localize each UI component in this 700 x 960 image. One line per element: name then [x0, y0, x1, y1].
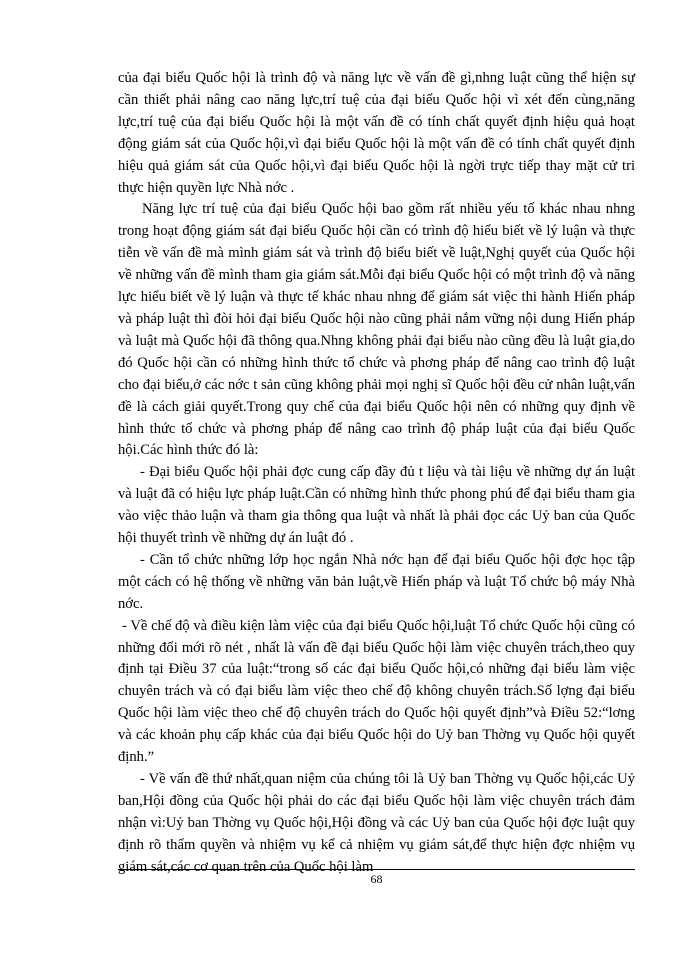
paragraph-continuation: của đại biểu Quốc hội là trình độ và năng lực về vấn đề gì,nhng luật cũng thể hiện sự cần thiết phải nâng cao năng lực,trí tuệ của đại biểu Quốc hội vì xét đến cùng,năng lực,trí tuệ của đại biểu Quốc hội là một vấn đề có tính chất quyết định hiệu quả hoạt động giám sát của Quốc hội,vì đại biểu Quốc hội là một vấn đề có tính chất quyết định hiệu quả giám sát của Quốc hội,vì đại biểu Quốc hội là ngời trực tiếp thay mặt cử tri thực hiện quyền lực Nhà nớc . [118, 70, 635, 196]
paragraph-item-first-issue: - Về vấn đề thứ nhất,quan niệm của chúng tôi là Uỷ ban Thờng vụ Quốc hội,các Uỷ ban,Hội đồng của Quốc hội phải do các đại biểu Quốc hội làm việc chuyên trách đảm nhận vì:Uỷ ban Thờng vụ Quốc hội,Hội đồng và các Uỷ ban của Quốc hội đợc luật quy định rõ thẩm quyền và nhiệm vụ kể cả nhiệm vụ giám sát,để thực hiện đợc nhiệm vụ giám sát,các cơ quan trên của Quốc hội làm [118, 771, 635, 875]
paragraph-item-materials: - Đại biểu Quốc hội phải đợc cung cấp đầy đủ t liệu và tài liệu về những dự án luật và luật đã có hiệu lực pháp luật.Cần có những hình thức phong phú để đại biểu tham gia vào việc thảo luận và tham gia thông qua luật và nhất là phải đọc các Uỷ ban của Quốc hội thuyết trình về những dự án luật đó . [118, 464, 635, 547]
body-text [118, 68, 635, 879]
paragraph-item-working-conditions: - Về chế độ và điều kiện làm việc của đại biểu Quốc hội,luật Tổ chức Quốc hội cũng có những đổi mới rõ nét , nhất là vấn đề đại biểu Quốc hội làm việc chuyên trách,theo quy định tại Điều 37 của luật:“trong số các đại biểu Quốc hội,có những đại biểu làm việc chuyên trách và có đại biểu làm việc theo chế độ không chuyên trách.Số lợng đại biểu Quốc hội làm việc theo chế độ chuyên trách do Quốc hội quyết định”và Điều 52:“lơng và các khoản phụ cấp khác của đại biểu Quốc hội do Uỷ ban Thờng vụ Quốc hội quyết định.” [118, 617, 635, 766]
footer-divider [118, 869, 635, 870]
paragraph-intellectual-capacity: Năng lực trí tuệ của đại biểu Quốc hội bao gồm rất nhiều yếu tố khác nhau nhng trong hoạt động giám sát đại biểu Quốc hội cần có trình độ hiểu biết về lý luận và thực tiễn về vấn đề mà mình giám sát và trình độ biểu biết về luật,Nghị quyết của Quốc hội về những vấn đề mình tham gia giám sát.Mỗi đại biểu Quốc hội có một trình độ và năng lực hiểu biết về lý luận và thực tế khác nhau nhng để giám sát việc thi hành Hiến pháp và pháp luật thì đòi hỏi đại biểu Quốc hội nào cũng phải nắm vững nội dung Hiến pháp và luật mà Quốc hội đã thông qua.Nhng không phải đại biểu nào cũng đều là luật gia,do đó Quốc hội cần có những hình thức tổ chức và phơng pháp để nâng cao trình độ luật cho đại biểu,ở các nớc t sản cũng không phải mọi nghị sĩ Quốc hội đều cử nhân luật,vấn đề là cách giải quyết.Trong quy chế của đại biểu Quốc hội nên có những quy định về hình thức tổ chức và phơng pháp để nâng cao trình độ pháp luật của đại biểu Quốc hội.Các hình thức đó là: [118, 201, 635, 459]
page-number: 68 [370, 872, 383, 886]
paragraph-item-training: - Cần tổ chức những lớp học ngắn Nhà nớc hạn để đại biểu Quốc hội đợc học tập một cách có hệ thống về những văn bản luật,về Hiến pháp và luật Tổ chức bộ máy Nhà nớc. [118, 551, 635, 612]
